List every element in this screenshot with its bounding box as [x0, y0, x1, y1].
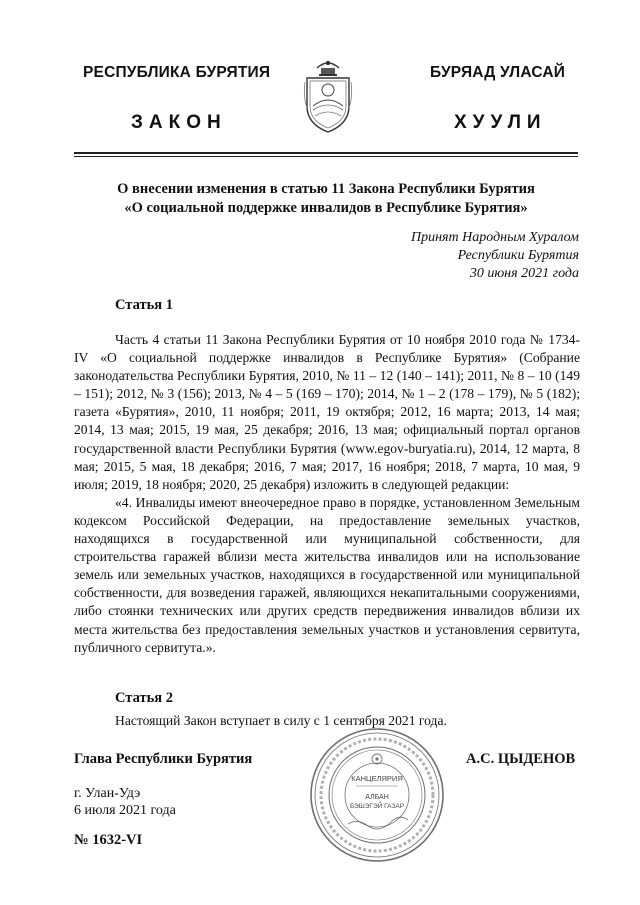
law-title-line2: «О социальной поддержке инвалидов в Республике Бурятия»: [124, 200, 528, 216]
coat-of-arms-icon: [303, 56, 353, 134]
signatory-name: А.С. ЦЫДЕНОВ: [466, 751, 576, 767]
article-2-heading: Статья 2: [115, 690, 173, 706]
header-republic-ru: РЕСПУБЛИКА БУРЯТИЯ: [83, 64, 271, 81]
signing-city: г. Улан-Удэ: [74, 786, 141, 801]
seal-line-1: КАНЦЕЛЯРИЯ: [351, 774, 403, 783]
official-seal-icon: [308, 726, 446, 864]
adoption-note: [411, 229, 579, 283]
adoption-line3: 30 июня 2021 года: [469, 266, 579, 281]
article-1-body: [74, 331, 580, 657]
seal-line-3: БЭШЭГЭЙ ГАЗАР: [349, 803, 405, 810]
law-number: № 1632-VI: [74, 832, 143, 848]
header-divider-thin: [74, 156, 578, 157]
seal-line-2: АЛБАН: [365, 794, 389, 801]
article-1-heading: Статья 1: [115, 297, 173, 313]
header-law-bur: ХУУЛИ: [454, 112, 547, 133]
signing-date: 6 июля 2021 года: [74, 803, 176, 818]
law-title: [74, 180, 578, 218]
article-2-paragraph: Настоящий Закон вступает в силу с 1 сентября 2021 года.: [115, 713, 447, 728]
article-1-paragraph-1: Часть 4 статьи 11 Закона Республики Бурятия от 10 ноября 2010 года № 1734-IV «О социальной поддержке инвалидов в Республике Бурятия» (Собрание законодательства Республики Бурятия, 2010, № 11 – 12 (140 – 141); 2011, № 8 – 10 (149 – 151); 2012, № 3 (156); 2013, № 4 – 5 (169 – 170); 2014, № 1 – 2 (178 – 179), № 5 (182); газета «Бурятия», 2010, 11 ноября; 2011, 19 октября; 2012, 16 марта; 2013, 14 мая; 2014, 13 мая; 2015, 19 мая, 25 декабря; 2016, 13 мая; официальный портал органов государственной власти Республики Бурятия (www.egov-buryatia.ru), 2014, 12 марта, 8 мая; 2015, 5 мая, 18 декабря; 2016, 7 мая; 2017, 16 ноября; 2018, 7 марта, 10 мая, 9 июля; 2019, 18 ноября; 2020, 25 декабря) изложить в следующей редакции:: [74, 332, 580, 492]
header-law-ru: ЗАКОН: [131, 112, 227, 133]
article-1-paragraph-2: «4. Инвалиды имеют внеочередное право в порядке, установленном Земельным кодексом Российской Федерации, на предоставление земельных участков, находящихся в государственной или муниципальной собственности, для строительства гаражей вблизи места жительства инвалидов или на использование земель или земельных участков, находящихся в государственной или муниципальной собственности, для возведения гаражей, являющихся некапитальными сооружениями, либо стоянки технических или других средств передвижения инвалидов вблизи их места жительства без предоставления земельных участков и установления сервитута, публичного сервитута.».: [74, 494, 580, 655]
header-divider-thick: [74, 152, 578, 154]
header-republic-bur: БУРЯАД УЛАСАЙ: [430, 64, 566, 81]
adoption-line1: Принят Народным Хуралом: [410, 230, 579, 245]
law-title-line1: О внесении изменения в статью 11 Закона Республики Бурятия: [117, 181, 535, 197]
adoption-line2: Республики Бурятия: [457, 248, 579, 263]
signatory-title: Глава Республики Бурятия: [74, 751, 253, 767]
